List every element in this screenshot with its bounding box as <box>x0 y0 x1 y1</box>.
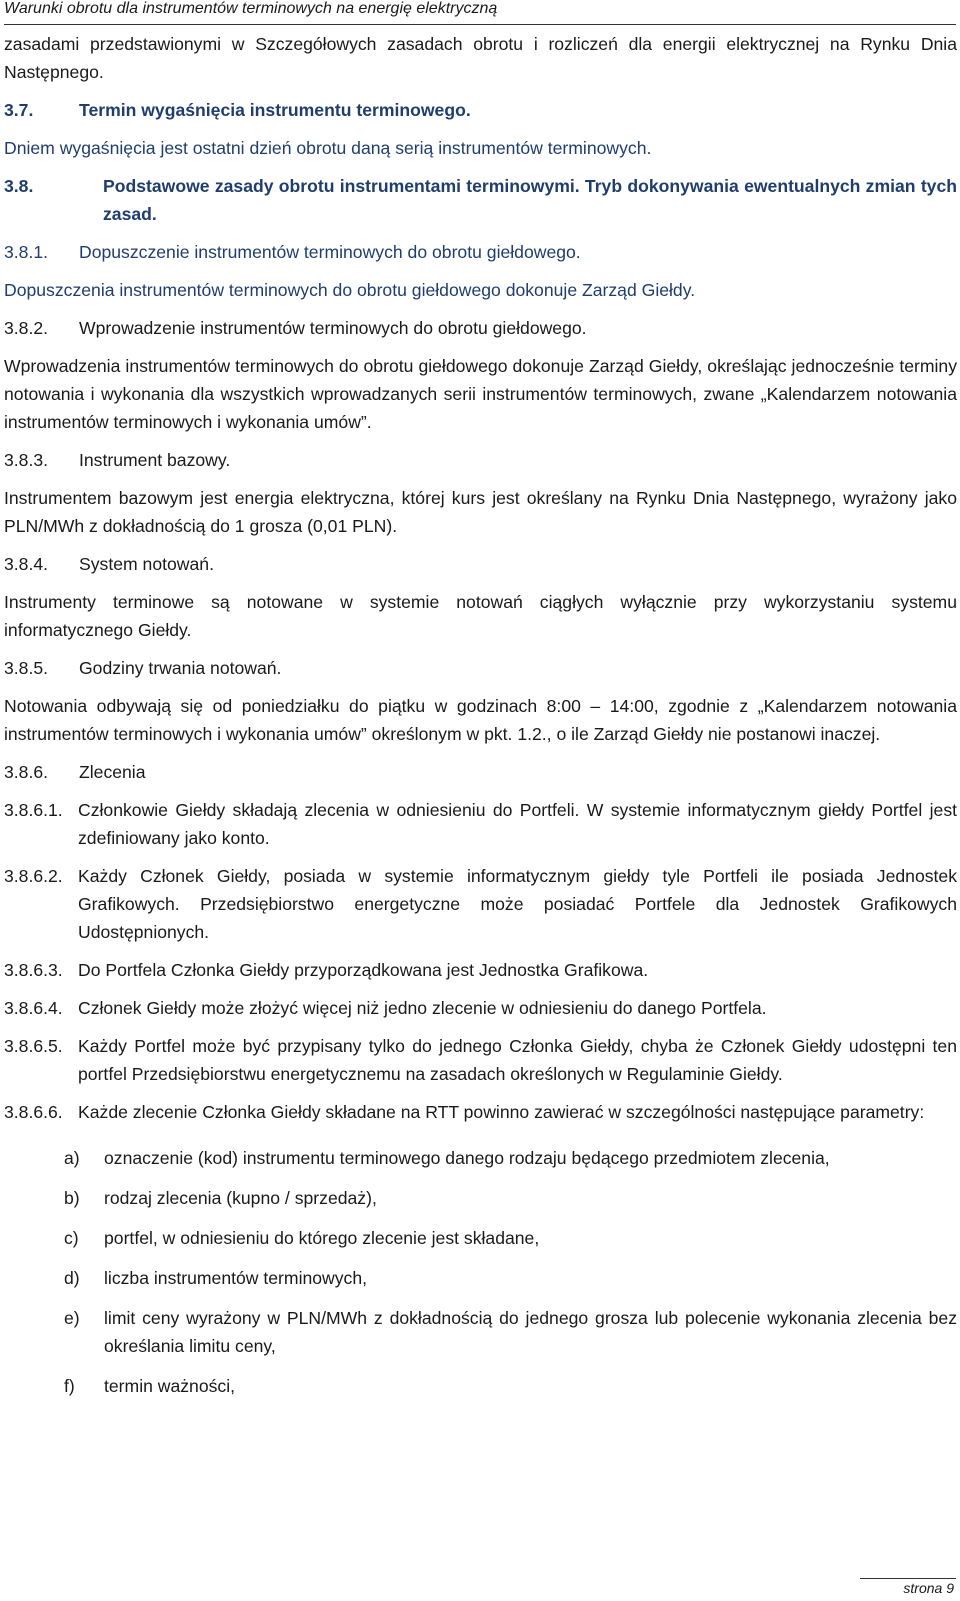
section-title: System notowań. <box>79 554 214 574</box>
section-title: Godziny trwania notowań. <box>79 658 282 678</box>
item-text: Do Portfela Członka Giełdy przyporządkowana jest Jednostka Grafikowa. <box>78 960 649 980</box>
header-rule <box>4 24 956 25</box>
parameter-item <box>4 1264 957 1292</box>
item-text: Członek Giełdy może złożyć więcej niż jedno zlecenie w odniesieniu do danego Portfela. <box>78 998 767 1018</box>
item-number: 3.8.6.6. <box>4 1102 63 1122</box>
parameter-text: termin ważności, <box>104 1376 236 1396</box>
parameter-item <box>4 1372 957 1400</box>
section-3-8-1-heading <box>4 238 957 266</box>
parameter-label: b) <box>64 1188 80 1208</box>
section-3-8-2-text: Wprowadzenia instrumentów terminowych do obrotu giełdowego dokonuje Zarząd Giełdy, określając jednocześnie terminy notowania i wykonania dla wszystkich wprowadzanych serii instrumentów terminowych, zwane „Kalendarzem notowania instrumentów terminowych i wykonania umów”. <box>4 356 957 432</box>
parameter-text: rodzaj zlecenia (kupno / sprzedaż), <box>104 1188 377 1208</box>
item-text: Członkowie Giełdy składają zlecenia w odniesieniu do Portfeli. W systemie informatycznym giełdy Portfel jest zdefiniowany jako konto. <box>78 800 957 848</box>
list-item <box>4 1032 957 1088</box>
parameter-item <box>4 1184 957 1212</box>
parameter-text: oznaczenie (kod) instrumentu terminowego danego rodzaju będącego przedmiotem zlecenia, <box>104 1148 830 1168</box>
parameter-label: f) <box>64 1376 75 1396</box>
page-number: strona 9 <box>903 1580 954 1596</box>
item-number: 3.8.6.5. <box>4 1036 63 1056</box>
list-item <box>4 956 957 984</box>
parameter-item <box>4 1304 957 1360</box>
parameter-text: liczba instrumentów terminowych, <box>104 1268 368 1288</box>
section-title: Dopuszczenie instrumentów terminowych do obrotu giełdowego. <box>79 242 581 262</box>
section-title: Instrument bazowy. <box>79 450 231 470</box>
parameter-label: d) <box>64 1268 80 1288</box>
section-3-8-3-text: Instrumentem bazowym jest energia elektryczna, której kurs jest określany na Rynku Dnia Następnego, wyrażony jako PLN/MWh z dokładnością do 1 grosza (0,01 PLN). <box>4 488 957 536</box>
parameter-label: a) <box>64 1148 80 1168</box>
section-3-8-4-text: Instrumenty terminowe są notowane w systemie notowań ciągłych wyłącznie przy wykorzystaniu systemu informatycznego Giełdy. <box>4 592 957 640</box>
document-body <box>4 30 957 1412</box>
parameter-item <box>4 1144 957 1172</box>
item-text: Każde zlecenie Członka Giełdy składane na RTT powinno zawierać w szczególności następujące parametry: <box>78 1102 925 1122</box>
section-title: Termin wygaśnięcia instrumentu terminowego. <box>79 100 471 120</box>
section-title: Zlecenia <box>79 762 146 782</box>
item-number: 3.8.6.4. <box>4 998 63 1018</box>
section-number: 3.8.3. <box>4 450 49 470</box>
parameter-text: portfel, w odniesieniu do którego zlecenie jest składane, <box>104 1228 540 1248</box>
item-number: 3.8.6.3. <box>4 960 63 980</box>
list-item <box>4 862 957 946</box>
parameter-text: limit ceny wyrażony w PLN/MWh z dokładnością do jednego grosza lub polecenie wykonania zlecenia bez określania limitu ceny, <box>104 1308 957 1356</box>
section-3-8-4-heading <box>4 550 957 578</box>
item-text: Każdy Członek Giełdy, posiada w systemie informatycznym giełdy tyle Portfeli ile posiada Jednostek Grafikowych. Przedsiębiorstwo energetyczne może posiadać Portfele dla Jednostek Grafikowych Udostępnionych. <box>78 866 957 942</box>
section-title: Podstawowe zasady obrotu instrumentami terminowymi. Tryb dokonywania ewentualnych zmian tych zasad. <box>103 176 957 224</box>
section-number: 3.8.5. <box>4 658 49 678</box>
section-3-7-heading <box>4 96 957 124</box>
section-3-8-1-text: Dopuszczenia instrumentów terminowych do obrotu giełdowego dokonuje Zarząd Giełdy. <box>4 280 696 300</box>
section-3-8-6-heading <box>4 758 957 786</box>
list-item <box>4 1098 957 1126</box>
section-number: 3.8.1. <box>4 242 49 262</box>
section-3-8-3-heading <box>4 446 957 474</box>
parameter-item <box>4 1224 957 1252</box>
section-3-8-5-heading <box>4 654 957 682</box>
section-3-8-5-text: Notowania odbywają się od poniedziałku do piątku w godzinach 8:00 – 14:00, zgodnie z „Kalendarzem notowania instrumentów terminowych i wykonania umów” określonym w pkt. 1.2., o ile Zarząd Giełdy nie postanowi inaczej. <box>4 696 957 744</box>
item-number: 3.8.6.2. <box>4 866 63 886</box>
section-number: 3.8.4. <box>4 554 49 574</box>
item-text: Każdy Portfel może być przypisany tylko do jednego Członka Giełdy, chyba że Członek Giełdy udostępni ten portfel Przedsiębiorstwu energetycznemu na zasadach określonych w Regulaminie Giełdy. <box>78 1036 957 1084</box>
section-title: Wprowadzenie instrumentów terminowych do obrotu giełdowego. <box>79 318 587 338</box>
running-header: Warunki obrotu dla instrumentów terminowych na energię elektryczną <box>4 0 498 17</box>
intro-paragraph: zasadami przedstawionymi w Szczegółowych zasadach obrotu i rozliczeń dla energii elektrycznej na Rynku Dnia Następnego. <box>4 34 957 82</box>
section-3-8-2-heading <box>4 314 957 342</box>
section-3-7-text: Dniem wygaśnięcia jest ostatni dzień obrotu daną serią instrumentów terminowych. <box>4 138 652 158</box>
parameter-label: c) <box>64 1228 79 1248</box>
list-item <box>4 796 957 852</box>
item-number: 3.8.6.1. <box>4 800 63 820</box>
section-number: 3.8. <box>4 176 34 196</box>
section-number: 3.8.6. <box>4 762 49 782</box>
section-number: 3.7. <box>4 100 34 120</box>
footer-rule <box>860 1578 956 1579</box>
parameter-label: e) <box>64 1308 80 1328</box>
section-number: 3.8.2. <box>4 318 49 338</box>
list-item <box>4 994 957 1022</box>
section-3-8-heading <box>4 172 957 228</box>
